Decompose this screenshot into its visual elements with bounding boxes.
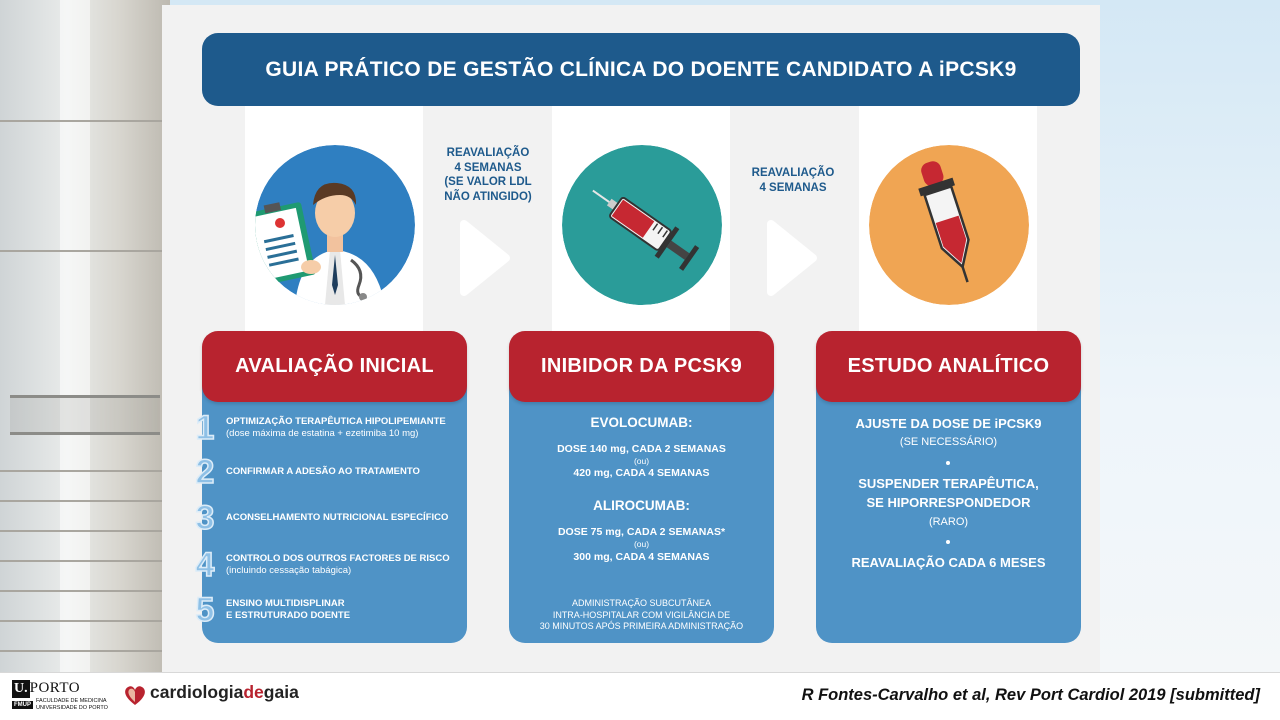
- analytic-item: REAVALIAÇÃO CADA 6 MESES: [851, 555, 1046, 570]
- blood-dropper-icon: [869, 145, 1029, 305]
- step-3: [188, 498, 478, 538]
- step-text: ACONSELHAMENTO NUTRICIONAL ESPECÍFICO: [226, 512, 449, 523]
- faculty-logo: [12, 698, 108, 712]
- step-number: 1: [195, 409, 215, 447]
- section-heading: AVALIAÇÃO INICIAL: [235, 355, 434, 377]
- drug-name-evolocumab: EVOLOCUMAB:: [590, 415, 693, 430]
- step-subtext: (dose máxima de estatina + ezetimiba 10 mg): [226, 428, 419, 439]
- citation: R Fontes-Carvalho et al, Rev Port Cardiol 2019 [submitted]: [801, 686, 1260, 704]
- doctor-icon: [255, 145, 415, 305]
- logo-text: cardiologia: [150, 682, 244, 702]
- university-porto-logo: [12, 677, 80, 698]
- step-text: ENSINO MULTIDISPLINAR E ESTRUTURADO DOENTE: [226, 598, 351, 621]
- step-number: 5: [195, 591, 215, 629]
- fmup-badge: FMUP: [14, 702, 31, 708]
- administration-note: [509, 598, 774, 633]
- heart-logo-icon: [122, 682, 148, 708]
- administration-line: ADMINISTRAÇÃO SUBCUTÂNEA: [571, 598, 712, 608]
- step-5: [188, 590, 478, 630]
- cardiologia-gaia-logo: [150, 682, 299, 703]
- analytic-study-header: [816, 331, 1081, 402]
- logo-text: de: [243, 682, 264, 702]
- step-number: 3: [195, 499, 215, 537]
- play-arrow-icon: [765, 218, 820, 298]
- dose-line: DOSE 75 mg, CADA 2 SEMANAS*: [557, 526, 726, 538]
- faculty-line: FACULDADE DE MEDICINA: [36, 698, 107, 704]
- administration-line: 30 MINUTOS APÓS PRIMEIRA ADMINISTRAÇÃO: [539, 621, 744, 631]
- step-number: 4: [195, 546, 215, 584]
- reevaluation-label-1: REAVALIAÇÃO 4 SEMANAS (SE VALOR LDL NÃO ATINGIDO): [444, 147, 532, 203]
- step-4: [188, 545, 478, 585]
- bullet-dot: [946, 461, 950, 465]
- play-arrow-icon: [458, 218, 513, 298]
- syringe-icon: [562, 145, 722, 305]
- analytic-note: (RARO): [928, 516, 969, 528]
- bullet-dot: [946, 540, 950, 544]
- section-heading: INIBIDOR DA PCSK9: [540, 355, 743, 377]
- analytic-item: SE HIPORRESPONDEDOR: [866, 495, 1031, 510]
- step-subtext: (incluindo cessação tabágica): [226, 565, 352, 576]
- or-label: (ou): [633, 456, 650, 466]
- step-text: CONTROLO DOS OUTROS FACTORES DE RISCO: [226, 553, 450, 564]
- step-text: OPTIMIZAÇÃO TERAPÊUTICA HIPOLIPEMIANTE: [226, 416, 446, 427]
- logo-word: PORTO: [29, 680, 81, 696]
- drug-name-alirocumab: ALIROCUMAB:: [593, 498, 690, 513]
- logo-text: gaia: [263, 682, 299, 702]
- reevaluation-label-2: REAVALIAÇÃO 4 SEMANAS: [751, 167, 835, 194]
- step-text: CONFIRMAR A ADESÃO AO TRATAMENTO: [226, 466, 420, 477]
- logo-mark: U.: [14, 681, 28, 696]
- section-heading: ESTUDO ANALÍTICO: [847, 355, 1050, 377]
- faculty-line: UNIVERSIDADE DO PORTO: [36, 705, 108, 711]
- dose-line: 420 mg, CADA 4 SEMANAS: [573, 467, 710, 479]
- background-building: [0, 0, 170, 680]
- title-banner: [202, 33, 1080, 106]
- analytic-item: SUSPENDER TERAPÊUTICA,: [858, 476, 1039, 491]
- administration-line: INTRA-HOSPITALAR COM VIGILÂNCIA DE: [552, 609, 731, 620]
- analytic-item: AJUSTE DA DOSE DE iPCSK9: [855, 416, 1042, 431]
- step-number: 2: [195, 453, 215, 491]
- dose-line: DOSE 140 mg, CADA 2 SEMANAS: [557, 443, 726, 455]
- inhibitor-header: [509, 331, 774, 402]
- step-2: [188, 452, 478, 492]
- step-1: [188, 408, 478, 448]
- page-title: GUIA PRÁTICO DE GESTÃO CLÍNICA DO DOENTE CANDIDATO A iPCSK9: [265, 57, 1017, 81]
- or-label: (ou): [633, 539, 650, 549]
- initial-evaluation-header: [202, 331, 467, 402]
- analytic-note: (SE NECESSÁRIO): [899, 436, 998, 448]
- dose-line: 300 mg, CADA 4 SEMANAS: [573, 551, 710, 563]
